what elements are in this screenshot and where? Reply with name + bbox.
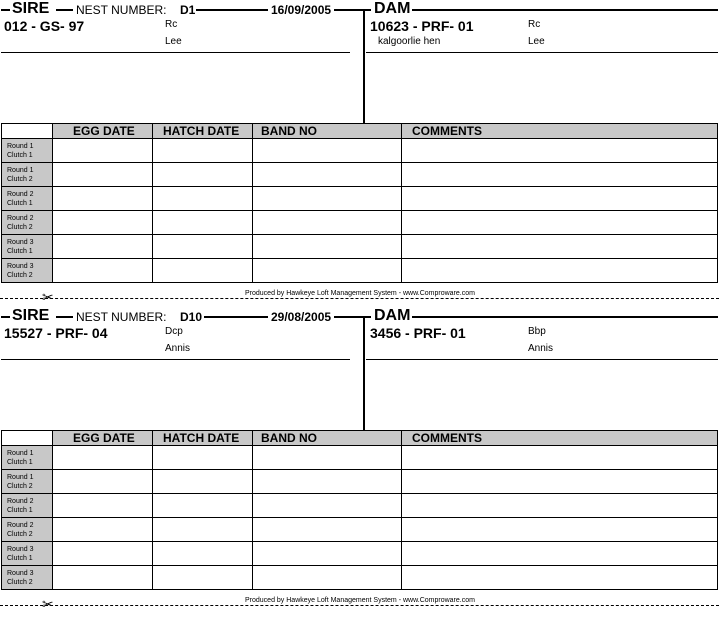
sire-color: Dcp: [165, 326, 183, 337]
hatch-date-cell[interactable]: [153, 235, 253, 259]
divider: [363, 9, 365, 124]
hatch-date-cell[interactable]: [153, 139, 253, 163]
nest-card-2: [0, 307, 719, 613]
comments-cell[interactable]: [402, 518, 718, 542]
row-label: [2, 259, 53, 283]
table-row: [2, 163, 718, 187]
round-label: Round 2: [7, 497, 34, 505]
band-no-cell[interactable]: [253, 235, 402, 259]
pairing-date: 29/08/2005: [271, 310, 332, 324]
band-no-cell[interactable]: [253, 470, 402, 494]
header-rule: [196, 9, 268, 11]
clutch-label: Clutch 1: [7, 506, 33, 514]
row-label: [2, 187, 53, 211]
header-rule: [56, 316, 73, 318]
dam-label: DAM: [374, 0, 411, 17]
comments-cell[interactable]: [402, 259, 718, 283]
col-hatch-date: HATCH DATE: [153, 431, 253, 446]
clutch-label: Clutch 1: [7, 554, 33, 562]
egg-date-cell[interactable]: [53, 494, 153, 518]
egg-date-cell[interactable]: [53, 470, 153, 494]
comments-cell[interactable]: [402, 470, 718, 494]
table-row: [2, 470, 718, 494]
cut-line: [0, 298, 719, 299]
pairing-date: 16/09/2005: [271, 3, 332, 17]
clutch-label: Clutch 1: [7, 151, 33, 159]
hatch-date-cell[interactable]: [153, 566, 253, 590]
clutch-label: Clutch 2: [7, 578, 33, 586]
round-label: Round 1: [7, 473, 34, 481]
row-label: [2, 163, 53, 187]
round-label: Round 3: [7, 262, 34, 270]
dam-name: kalgoorlie hen: [378, 36, 441, 47]
hatch-date-cell[interactable]: [153, 494, 253, 518]
sire-underline: [1, 359, 350, 360]
band-no-cell[interactable]: [253, 494, 402, 518]
clutch-label: Clutch 2: [7, 223, 33, 231]
row-label: [2, 494, 53, 518]
header-rule: [334, 9, 371, 11]
col-hatch-date: HATCH DATE: [153, 124, 253, 139]
hatch-date-cell[interactable]: [153, 446, 253, 470]
round-label: Round 2: [7, 190, 34, 198]
row-label: [2, 566, 53, 590]
clutch-label: Clutch 2: [7, 175, 33, 183]
header-rule: [56, 9, 73, 11]
comments-cell[interactable]: [402, 211, 718, 235]
egg-date-cell[interactable]: [53, 446, 153, 470]
table-row: [2, 187, 718, 211]
clutch-label: Clutch 2: [7, 530, 33, 538]
sire-owner: Lee: [165, 36, 182, 47]
comments-cell[interactable]: [402, 542, 718, 566]
table-row: [2, 494, 718, 518]
band-no-cell[interactable]: [253, 163, 402, 187]
sire-color: Rc: [165, 19, 178, 30]
band-no-cell[interactable]: [253, 139, 402, 163]
band-no-cell[interactable]: [253, 566, 402, 590]
nest-number: D10: [180, 310, 203, 324]
dam-color: Rc: [528, 19, 541, 30]
nest-number: D1: [180, 3, 196, 17]
round-label: Round 3: [7, 569, 34, 577]
band-no-cell[interactable]: [253, 446, 402, 470]
corner-cell: [2, 124, 53, 139]
egg-date-cell[interactable]: [53, 139, 153, 163]
egg-date-cell[interactable]: [53, 163, 153, 187]
scissors-icon: ✂: [42, 289, 54, 305]
egg-date-cell[interactable]: [53, 187, 153, 211]
clutch-table: [1, 123, 718, 283]
comments-cell[interactable]: [402, 566, 718, 590]
band-no-cell[interactable]: [253, 187, 402, 211]
dam-owner: Annis: [528, 343, 554, 354]
col-band-no: BAND NO: [253, 124, 402, 139]
comments-cell[interactable]: [402, 163, 718, 187]
band-no-cell[interactable]: [253, 259, 402, 283]
egg-date-cell[interactable]: [53, 259, 153, 283]
table-row: [2, 518, 718, 542]
divider: [363, 316, 365, 431]
row-label: [2, 518, 53, 542]
table-row: [2, 542, 718, 566]
egg-date-cell[interactable]: [53, 566, 153, 590]
sire-label: SIRE: [12, 307, 50, 324]
nest-card-1: [0, 0, 719, 306]
row-label: [2, 542, 53, 566]
nest-number-label: NEST NUMBER:: [76, 310, 167, 324]
header-rule: [412, 9, 718, 11]
clutch-label: Clutch 1: [7, 199, 33, 207]
sire-owner: Annis: [165, 343, 191, 354]
row-label: [2, 235, 53, 259]
row-label: [2, 139, 53, 163]
comments-cell[interactable]: [402, 187, 718, 211]
comments-cell[interactable]: [402, 139, 718, 163]
band-no-cell[interactable]: [253, 211, 402, 235]
round-label: Round 2: [7, 214, 34, 222]
header-rule: [1, 9, 10, 11]
dam-ring-number: 10623 - PRF- 01: [370, 18, 474, 34]
comments-cell[interactable]: [402, 494, 718, 518]
round-label: Round 1: [7, 449, 34, 457]
header-rule: [204, 316, 268, 318]
clutch-table: [1, 430, 718, 590]
dam-ring-number: 3456 - PRF- 01: [370, 325, 466, 341]
dam-label: DAM: [374, 307, 411, 324]
table-row: [2, 139, 718, 163]
round-label: Round 3: [7, 545, 34, 553]
col-egg-date: EGG DATE: [53, 124, 153, 139]
egg-date-cell[interactable]: [53, 235, 153, 259]
egg-date-cell[interactable]: [53, 211, 153, 235]
sire-ring-number: 15527 - PRF- 04: [4, 325, 108, 341]
egg-date-cell[interactable]: [53, 542, 153, 566]
table-row: [2, 446, 718, 470]
col-band-no: BAND NO: [253, 431, 402, 446]
hatch-date-cell[interactable]: [153, 259, 253, 283]
round-label: Round 3: [7, 238, 34, 246]
hatch-date-cell[interactable]: [153, 518, 253, 542]
dam-owner: Lee: [528, 36, 545, 47]
comments-cell[interactable]: [402, 235, 718, 259]
clutch-label: Clutch 2: [7, 482, 33, 490]
col-comments: COMMENTS: [402, 431, 718, 446]
corner-cell: [2, 431, 53, 446]
col-egg-date: EGG DATE: [53, 431, 153, 446]
hatch-date-cell[interactable]: [153, 542, 253, 566]
sire-ring-number: 012 - GS- 97: [4, 18, 85, 34]
comments-cell[interactable]: [402, 446, 718, 470]
dam-underline: [366, 359, 718, 360]
clutch-label: Clutch 2: [7, 271, 33, 279]
table-row: [2, 259, 718, 283]
header-rule: [412, 316, 718, 318]
cut-line: [0, 605, 719, 606]
sire-underline: [1, 52, 350, 53]
band-no-cell[interactable]: [253, 542, 402, 566]
round-label: Round 1: [7, 166, 34, 174]
round-label: Round 2: [7, 521, 34, 529]
row-label: [2, 470, 53, 494]
scissors-icon: ✂: [42, 596, 54, 612]
clutch-label: Clutch 1: [7, 458, 33, 466]
table-row: [2, 235, 718, 259]
hatch-date-cell[interactable]: [153, 211, 253, 235]
sire-label: SIRE: [12, 0, 50, 17]
dam-underline: [366, 52, 718, 53]
nest-number-label: NEST NUMBER:: [76, 3, 167, 17]
row-label: [2, 446, 53, 470]
band-no-cell[interactable]: [253, 518, 402, 542]
hatch-date-cell[interactable]: [153, 163, 253, 187]
col-comments: COMMENTS: [402, 124, 718, 139]
footer-credit: Produced by Hawkeye Loft Management System - www.Comproware.com: [245, 290, 475, 297]
table-row: [2, 566, 718, 590]
dam-color: Bbp: [528, 326, 546, 337]
footer-credit: Produced by Hawkeye Loft Management System - www.Comproware.com: [245, 597, 475, 604]
header-rule: [1, 316, 10, 318]
round-label: Round 1: [7, 142, 34, 150]
hatch-date-cell[interactable]: [153, 470, 253, 494]
table-row: [2, 211, 718, 235]
hatch-date-cell[interactable]: [153, 187, 253, 211]
header-rule: [334, 316, 371, 318]
row-label: [2, 211, 53, 235]
clutch-label: Clutch 1: [7, 247, 33, 255]
egg-date-cell[interactable]: [53, 518, 153, 542]
